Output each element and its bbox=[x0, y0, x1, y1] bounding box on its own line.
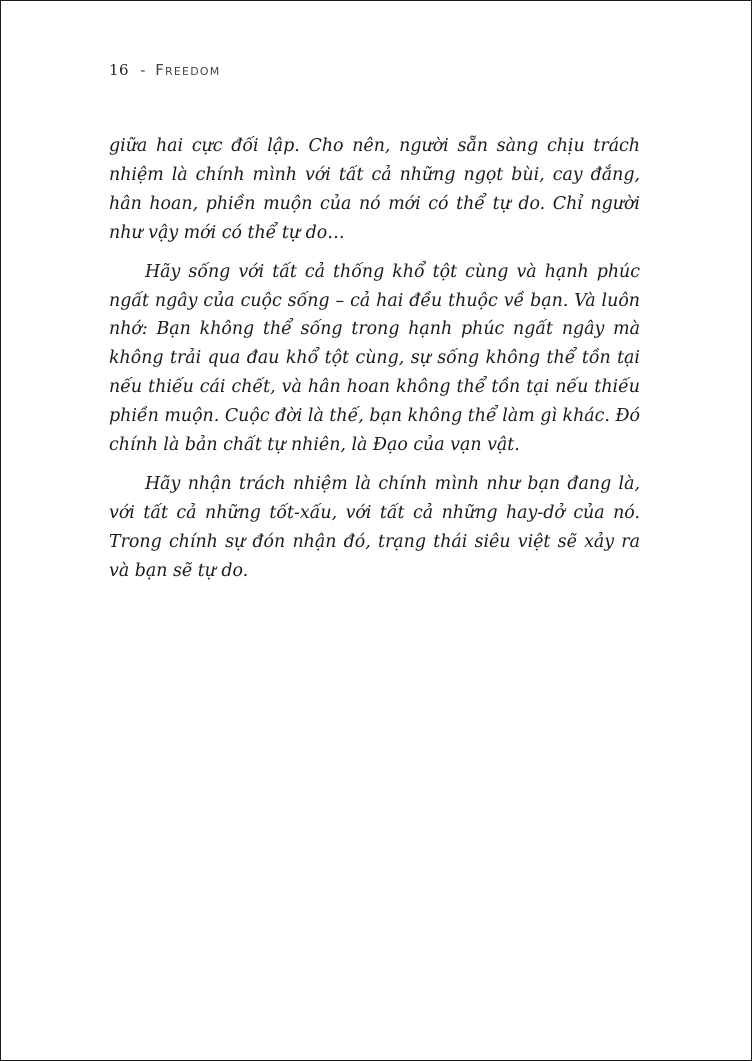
paragraph-continuation: giữa hai cực đối lập. Cho nên, người sẵn sàng chịu trách nhiệm là chính mình với tất cả những ngọt bùi, cay đắng, hân hoan, phiền muộn của nó mới có thể tự do. Chỉ người như vậy mới có thể tự do… bbox=[109, 136, 640, 243]
page-number: 16 bbox=[109, 61, 130, 79]
running-header bbox=[109, 61, 220, 79]
body-text bbox=[109, 132, 640, 596]
book-title: Freedom bbox=[155, 61, 221, 79]
paragraph: Hãy nhận trách nhiệm là chính mình như bạn đang là, với tất cả những tốt-xấu, với tất cả những hay-dở của nó. Trong chính sự đón nhận đó, trạng thái siêu việt sẽ xảy ra và bạn sẽ tự do. bbox=[109, 473, 640, 581]
paragraph: Hãy sống với tất cả thống khổ tột cùng và hạnh phúc ngất ngây của cuộc sống – cả hai đều thuộc về bạn. Và luôn nhớ: Bạn không thể sống trong hạnh phúc ngất ngây mà không trải qua đau khổ tột cùng, sự sống không thể tồn tại nếu thiếu cái chết, và hân hoan không thể tồn tại nếu thiếu phiền muộn. Cuộc đời là thế, bạn không thể làm gì khác. Đó chính là bản chất tự nhiên, là Đạo của vạn vật. bbox=[109, 261, 640, 456]
header-separator: - bbox=[140, 61, 146, 79]
